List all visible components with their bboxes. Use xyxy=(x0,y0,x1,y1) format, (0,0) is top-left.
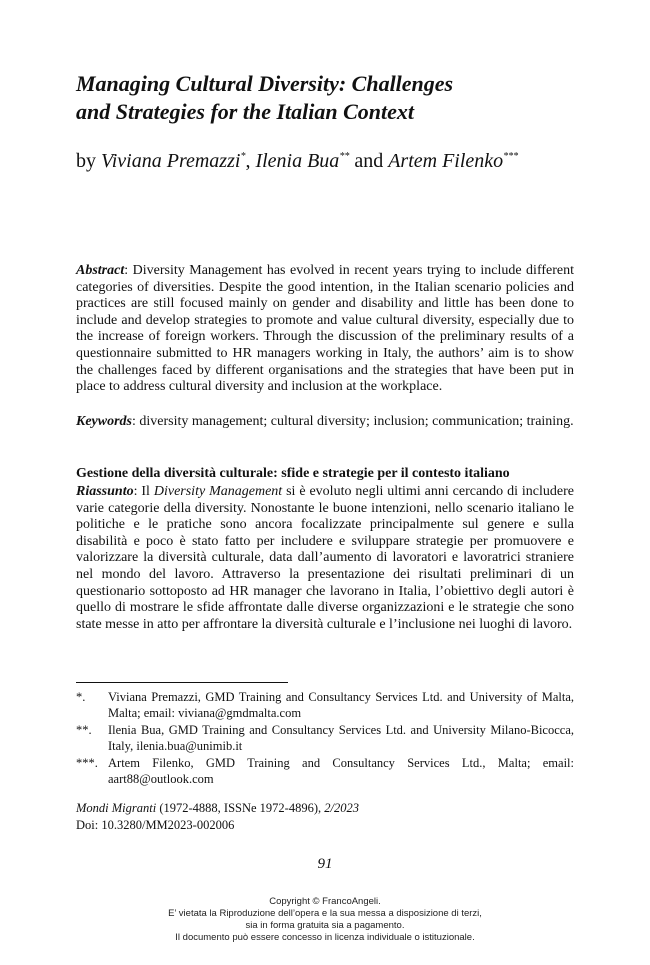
author-mark-1: * xyxy=(240,151,246,162)
author-name-1: Viviana Premazzi xyxy=(101,150,241,172)
copyright-line-1: Copyright © FrancoAngeli. xyxy=(269,896,381,907)
footnote-mark-2: **. xyxy=(76,723,92,737)
footnote-1 xyxy=(76,690,574,721)
footnote-text-2: Ilenia Bua, GMD Training and Consultancy Services Ltd. and University Milano-Bicocca, Italy, ilenia.bua@unimib.it xyxy=(108,723,574,753)
abstract-text: : Diversity Management has evolved in recent years trying to include different categories of diversities. Despite the good intention, in the Italian scenario policies and practices are still focused mainly on gender and disability and little has been done to include and develop strategies to promote and value cultural diversity, especially due to the increase of foreign workers. Through the discussion of the preliminary results of a questionnaire submitted to HR managers working in Italy, the authors’ aim is to show the challenges faced by different organisations and the strategies that have been put in place to address cultural diversity and inclusion at the workplace. xyxy=(76,263,574,395)
riassunto-prefix: : Il xyxy=(133,484,154,499)
copyright-notice xyxy=(0,896,650,944)
author-byline xyxy=(76,148,518,174)
citation-journal-line xyxy=(76,800,359,817)
copyright-line-3: sia in forma gratuita sia a pagamento. xyxy=(245,920,405,931)
page-number: 91 xyxy=(317,856,333,872)
journal-name: Mondi Migranti xyxy=(76,801,157,815)
byline-by: by xyxy=(76,150,96,172)
footnote-mark-3: ***. xyxy=(76,756,98,770)
author-name-3: Artem Filenko xyxy=(388,150,504,172)
copyright-line-2: E’ vietata la Riproduzione dell’opera e la sua messa a disposizione di terzi, xyxy=(168,908,482,919)
byline-and: and xyxy=(354,150,384,172)
byline-separator: , xyxy=(245,150,251,172)
riassunto-emphasis: Diversity Management xyxy=(153,484,283,499)
journal-issn: (1972-4888, ISSNe 1972-4896), xyxy=(156,801,325,815)
footnote-2 xyxy=(76,723,574,754)
footnote-text-1: Viviana Premazzi, GMD Training and Consultancy Services Ltd. and University of Malta, Malta; email: viviana@gmdmalta.com xyxy=(108,690,574,720)
author-name-2: Ilenia Bua xyxy=(255,150,340,172)
footnote-mark-1: *. xyxy=(76,690,86,704)
italian-title: Gestione della diversità culturale: sfide e strategie per il contesto italiano xyxy=(76,466,510,481)
riassunto-paragraph xyxy=(76,484,574,633)
footnote-divider xyxy=(76,682,288,683)
author-mark-3: *** xyxy=(503,151,519,162)
keywords-label: Keywords xyxy=(76,414,132,429)
riassunto-label: Riassunto xyxy=(76,484,134,499)
footnote-text-3: Artem Filenko, GMD Training and Consultancy Services Ltd., Malta; email: aart88@outlook.com xyxy=(108,756,574,786)
journal-issue: 2/2023 xyxy=(324,801,359,815)
footnote-3 xyxy=(76,756,574,787)
abstract-label: Abstract xyxy=(76,263,125,278)
riassunto-text: si è evoluto negli ultimi anni cercando di includere varie categorie della diversity. Nonostante le buone intenzioni, nello scenario italiano le politiche e le pratiche sono ancora focalizzate principalmente sul genere e sulla disabilità e poco è stato fatto per includere e sviluppare strategie per promuovere e valorizzare la diversità culturale, data dall’aumento di lavoratori e lavoratrici straniere nel mondo del lavoro. Attraverso la presentazione dei risultati preliminari di un questionario sottoposto ad HR manager che lavorano in Italia, l’obiettivo degli autori è quello di mostrare le sfide affrontate dalle diverse organizzazioni e le strategie che sono state messe in atto per affrontare la diversità culturale e l’inclusione nei luoghi di lavoro. xyxy=(76,484,574,632)
article-title-line-1: Managing Cultural Diversity: Challenges xyxy=(76,71,454,96)
doi-line: Doi: 10.3280/MM2023-002006 xyxy=(76,818,235,832)
citation-block xyxy=(76,800,359,834)
article-title-line-2: and Strategies for the Italian Context xyxy=(76,99,414,124)
keywords-paragraph xyxy=(76,414,574,431)
article-title xyxy=(76,70,596,126)
abstract-paragraph xyxy=(76,263,574,396)
author-mark-2: ** xyxy=(339,151,350,162)
copyright-line-4: Il documento può essere concesso in licenza individuale o istituzionale. xyxy=(175,932,475,943)
keywords-text: : diversity management; cultural diversity; inclusion; communication; training. xyxy=(132,414,574,429)
